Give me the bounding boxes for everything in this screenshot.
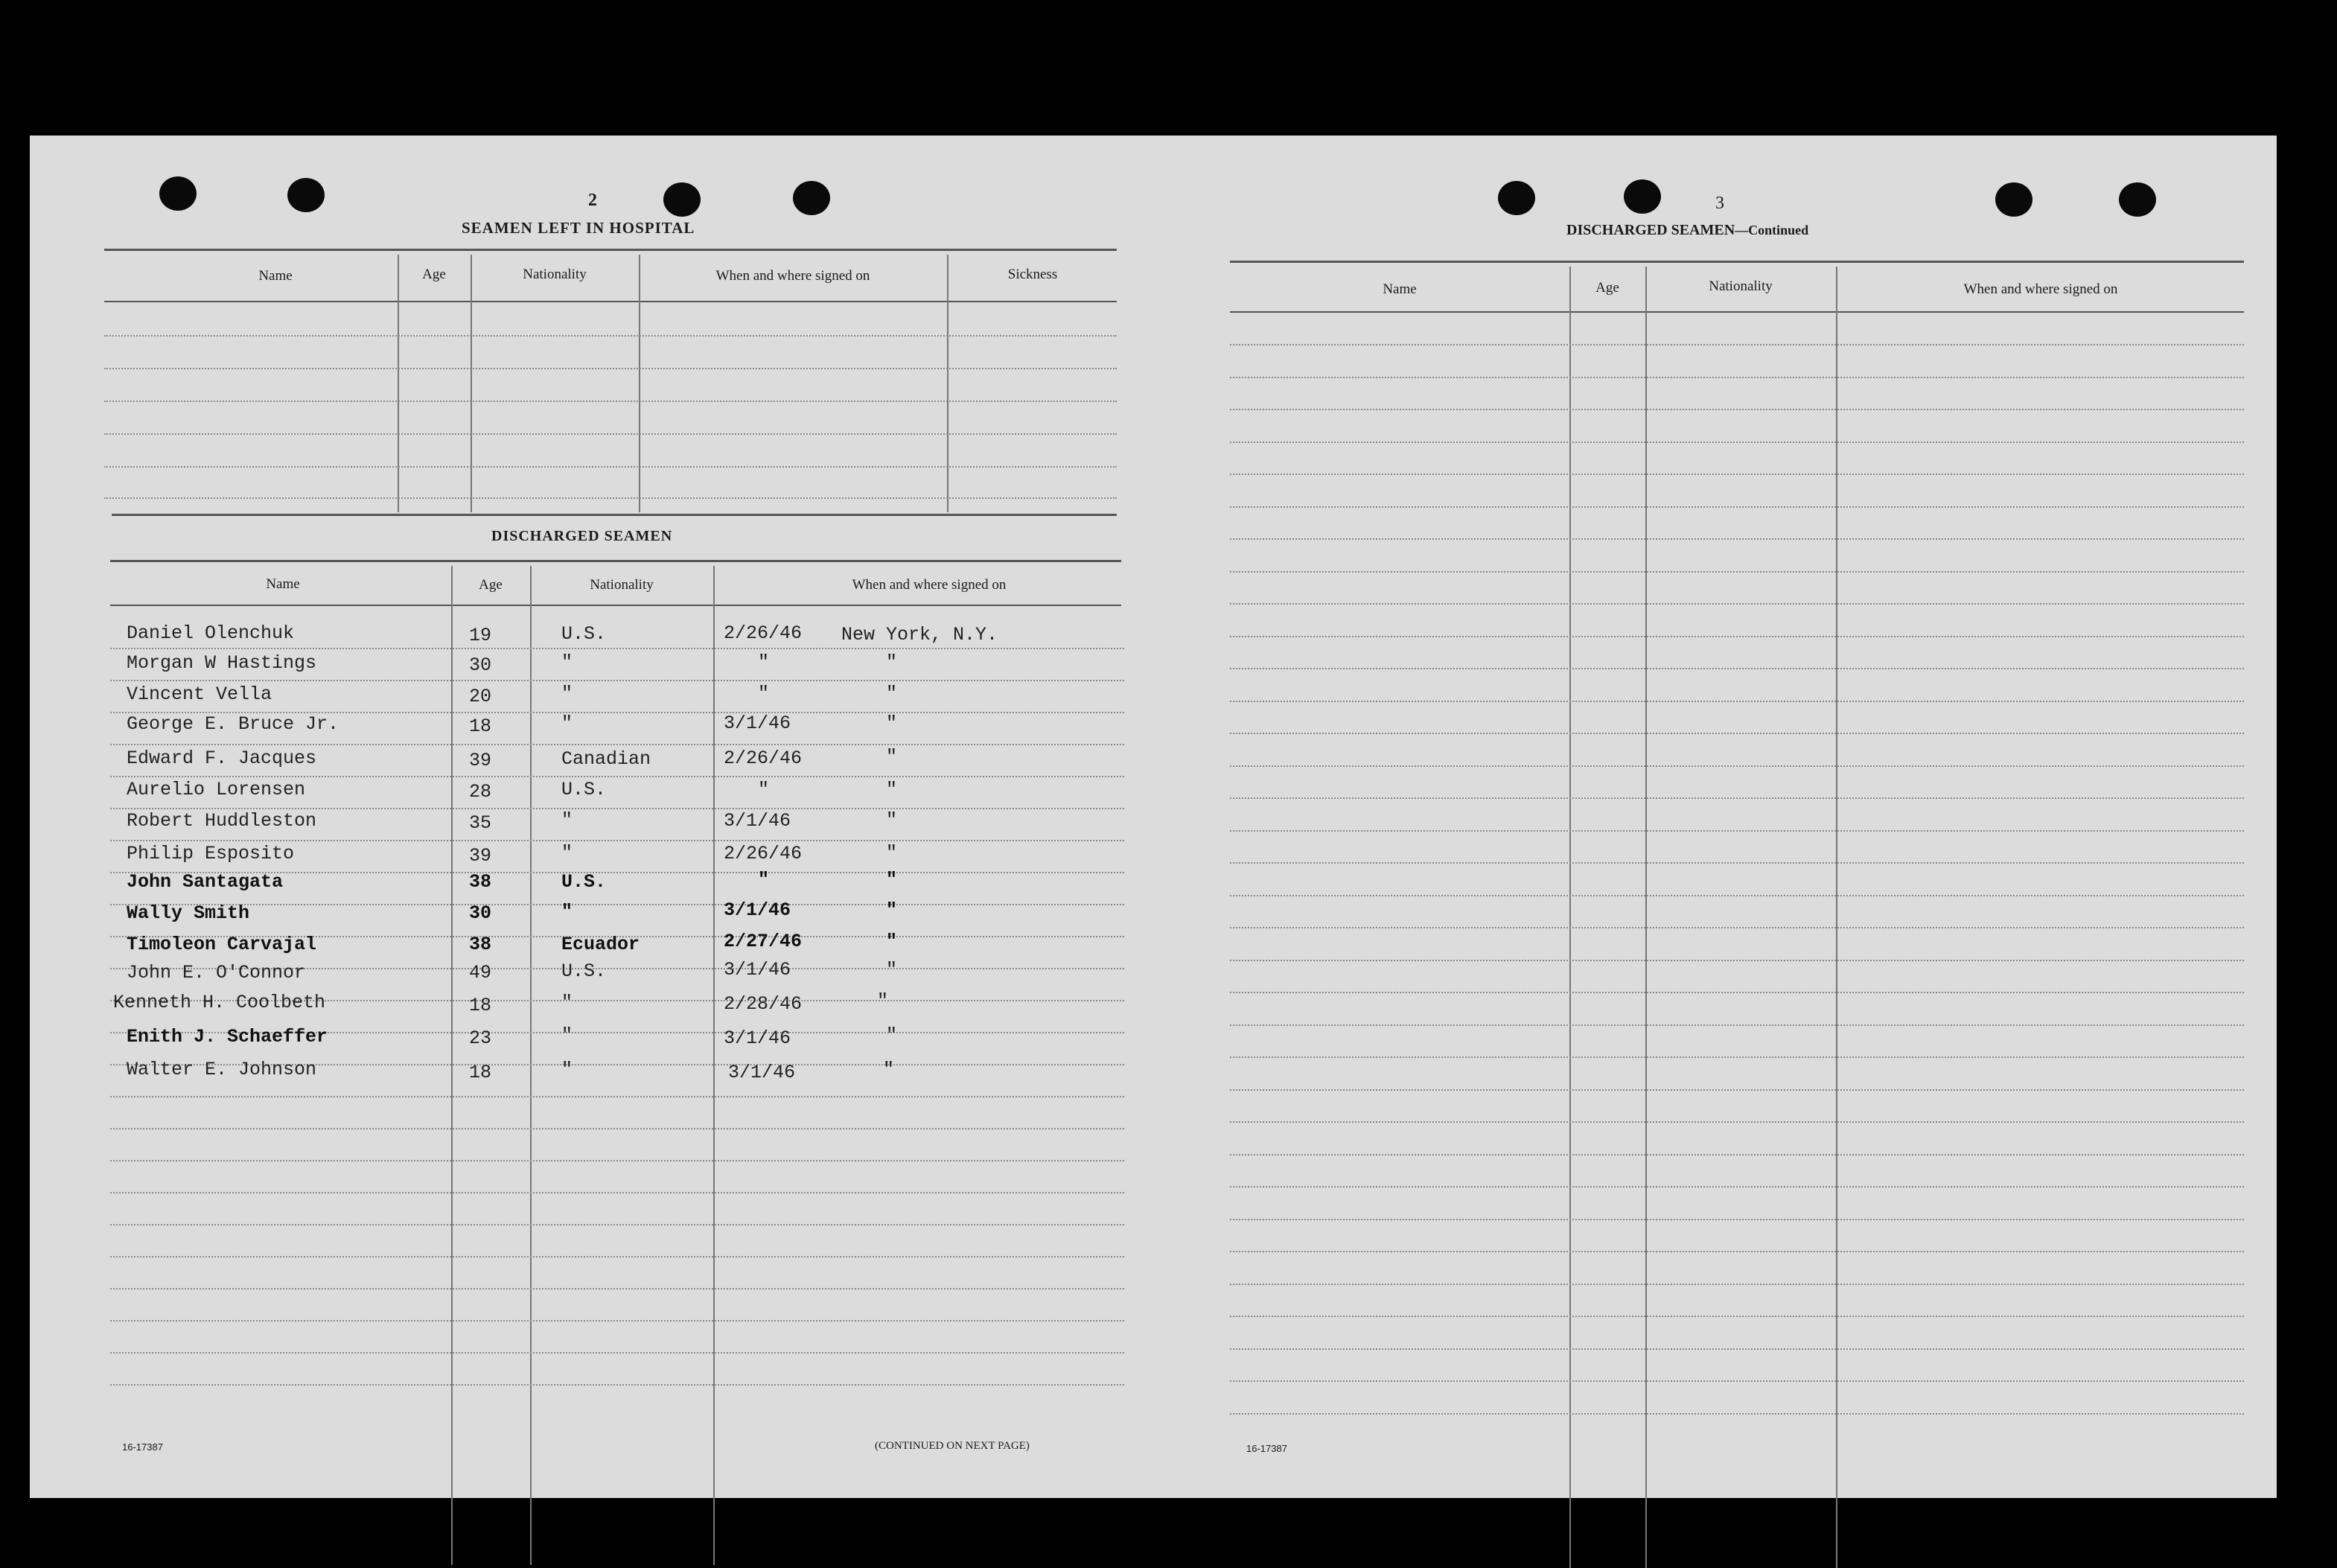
ruled-line	[1230, 1186, 2244, 1188]
ruled-line	[1230, 1089, 2244, 1091]
signed-on-date: 2/26/46	[724, 748, 803, 769]
seaman-nationality: "	[561, 992, 573, 1013]
ruled-line	[110, 1192, 1124, 1193]
ruled-line	[110, 1160, 1124, 1161]
seaman-nationality: "	[561, 713, 573, 734]
page-number: 3	[1715, 194, 1724, 213]
seaman-age: 39	[469, 750, 492, 771]
seaman-name: Morgan W Hastings	[127, 652, 317, 674]
discharged-continued-title	[1566, 222, 1808, 239]
seaman-name: John E. O'Connor	[127, 962, 306, 984]
ruled-line	[1230, 377, 2244, 378]
ruled-line	[110, 776, 1124, 777]
signed-on-place: "	[886, 959, 898, 981]
signed-on-date: 2/28/46	[724, 993, 803, 1015]
ruled-line	[1230, 668, 2244, 669]
ruled-line	[1230, 1348, 2244, 1350]
signed-on-place: "	[886, 899, 898, 921]
seaman-age: 30	[469, 902, 492, 924]
seaman-age: 18	[469, 1062, 492, 1083]
col-header-signed-on: When and where signed on	[852, 577, 1007, 593]
ruled-line	[1230, 797, 2244, 799]
seaman-nationality: U.S.	[561, 871, 607, 893]
ruled-line	[1230, 1284, 2244, 1285]
seaman-name: Philip Esposito	[127, 843, 295, 864]
seaman-name: John Santagata	[127, 871, 284, 893]
ruled-line	[110, 680, 1124, 681]
seaman-nationality: "	[561, 842, 573, 864]
ruled-line	[1230, 1057, 2244, 1058]
ruled-line	[110, 808, 1124, 809]
ruled-line	[110, 744, 1124, 745]
punch-hole	[1995, 182, 2032, 217]
ruled-line	[110, 840, 1124, 841]
ruled-line	[1230, 1024, 2244, 1026]
seaman-nationality: "	[561, 651, 573, 673]
signed-on-place: "	[886, 683, 898, 704]
signed-on-date: "	[758, 779, 770, 800]
seaman-name: Wally Smith	[127, 902, 250, 924]
ruled-line	[110, 1384, 1124, 1386]
seaman-age: 23	[469, 1027, 492, 1049]
ruled-line	[1230, 1219, 2244, 1220]
discharged-title: DISCHARGED SEAMEN	[491, 528, 673, 544]
signed-on-place: New York, N.Y.	[841, 624, 998, 646]
signed-on-place: "	[886, 842, 898, 864]
signed-on-date: 3/1/46	[724, 959, 791, 981]
ruled-line	[1230, 636, 2244, 637]
title-main: DISCHARGED SEAMEN	[1566, 222, 1735, 238]
seaman-nationality: "	[561, 1059, 573, 1080]
ruled-line	[1230, 733, 2244, 734]
signed-on-place: "	[886, 869, 898, 890]
col-header-nationality: Nationality	[1709, 278, 1773, 294]
signed-on-date: 3/1/46	[728, 1062, 796, 1083]
seaman-name: Enith J. Schaeffer	[127, 1026, 328, 1048]
seaman-age: 35	[469, 812, 492, 834]
seaman-nationality: U.S.	[561, 779, 607, 800]
seaman-nationality: "	[561, 901, 573, 922]
seaman-age: 39	[469, 845, 492, 867]
seaman-name: Kenneth H. Coolbeth	[113, 992, 326, 1013]
col-header-name: Name	[1383, 281, 1417, 297]
col-header-signed-on: When and where signed on	[715, 268, 870, 284]
ruled-line	[110, 1128, 1124, 1129]
ruled-line	[110, 1096, 1124, 1097]
seaman-nationality: "	[561, 809, 573, 831]
seaman-age: 30	[469, 654, 492, 676]
ruled-line	[110, 1256, 1124, 1258]
ruled-line	[110, 648, 1124, 649]
seaman-name: Edward F. Jacques	[127, 748, 317, 769]
ruled-line	[1230, 506, 2244, 508]
seaman-name: Timoleon Carvajal	[127, 934, 317, 955]
punch-hole	[1624, 179, 1661, 214]
seaman-age: 49	[469, 962, 492, 984]
continued-note: (CONTINUED ON NEXT PAGE)	[875, 1440, 1030, 1452]
col-header-nationality: Nationality	[590, 577, 654, 593]
seaman-age: 38	[469, 871, 492, 893]
seaman-age: 19	[469, 625, 492, 646]
form-number: 16-17387	[1246, 1443, 1287, 1454]
seaman-name: George E. Bruce Jr.	[127, 713, 339, 735]
col-header-nationality: Nationality	[523, 267, 587, 282]
punch-hole	[793, 181, 830, 215]
manifest-sheet	[30, 136, 2277, 1498]
ruled-line	[1230, 1316, 2244, 1317]
seaman-age: 20	[469, 686, 492, 707]
ruled-line	[1230, 1154, 2244, 1156]
seaman-age: 28	[469, 781, 492, 803]
seaman-name: Walter E. Johnson	[127, 1059, 317, 1080]
ruled-line	[1230, 1380, 2244, 1382]
signed-on-date: 3/1/46	[724, 810, 791, 832]
ruled-line	[1230, 442, 2244, 443]
col-header-age: Age	[479, 577, 503, 593]
col-header-name: Name	[258, 268, 293, 284]
col-header-signed-on: When and where signed on	[1963, 281, 2118, 297]
ruled-line	[1230, 927, 2244, 928]
ruled-line	[1230, 474, 2244, 475]
ruled-line	[1230, 1251, 2244, 1252]
signed-on-date: 3/1/46	[724, 899, 791, 921]
ruled-line	[110, 1224, 1124, 1226]
ruled-line	[1230, 538, 2244, 540]
signed-on-place: "	[886, 1024, 898, 1046]
ruled-line	[110, 1352, 1124, 1354]
col-header-name: Name	[266, 576, 300, 592]
seaman-age: 18	[469, 716, 492, 737]
ruled-line	[1230, 830, 2244, 832]
signed-on-place: "	[886, 746, 898, 768]
seaman-age: 18	[469, 995, 492, 1016]
punch-hole	[287, 178, 325, 212]
ruled-line	[1230, 1121, 2244, 1123]
signed-on-date: 2/26/46	[724, 843, 803, 864]
signed-on-place: "	[886, 713, 898, 734]
seaman-age: 38	[469, 934, 492, 955]
hospital-title: SEAMEN LEFT IN HOSPITAL	[462, 219, 695, 237]
ruled-line	[1230, 960, 2244, 961]
col-header-age: Age	[1595, 280, 1619, 296]
seaman-nationality: Canadian	[561, 748, 651, 770]
ruled-line	[1230, 1413, 2244, 1415]
signed-on-date: "	[758, 683, 770, 704]
seaman-nationality: U.S.	[561, 623, 607, 645]
signed-on-place: "	[886, 779, 898, 800]
ruled-line	[1230, 992, 2244, 993]
title-suffix: —Continued	[1735, 223, 1809, 238]
signed-on-date: 3/1/46	[724, 713, 791, 734]
seaman-nationality: "	[561, 1024, 573, 1046]
signed-on-date: 2/27/46	[724, 931, 803, 952]
page-number: 2	[588, 191, 597, 210]
ruled-line	[1230, 571, 2244, 573]
seaman-nationality: "	[561, 683, 573, 704]
ruled-line	[1230, 344, 2244, 345]
col-header-sickness: Sickness	[1007, 267, 1058, 282]
ruled-line	[1230, 603, 2244, 605]
ruled-line	[1230, 862, 2244, 864]
punch-hole	[2119, 182, 2156, 217]
seaman-nationality: U.S.	[561, 960, 607, 982]
punch-hole	[159, 176, 197, 211]
signed-on-date: 3/1/46	[724, 1027, 791, 1049]
signed-on-place: "	[886, 809, 898, 831]
col-header-age: Age	[422, 267, 446, 282]
seaman-name: Daniel Olenchuk	[127, 622, 295, 644]
seaman-nationality: Ecuador	[561, 934, 640, 955]
signed-on-place: "	[883, 1059, 895, 1080]
signed-on-place: "	[886, 651, 898, 673]
ruled-line	[110, 1320, 1124, 1322]
form-number: 16-17387	[122, 1441, 163, 1453]
ruled-line	[1230, 895, 2244, 896]
ruled-line	[110, 904, 1124, 905]
ruled-line	[110, 1288, 1124, 1290]
ruled-line	[1230, 765, 2244, 767]
punch-hole	[1498, 181, 1535, 215]
seaman-name: Aurelio Lorensen	[127, 779, 306, 800]
punch-hole	[663, 182, 701, 217]
seaman-name: Robert Huddleston	[127, 810, 317, 832]
ruled-line	[1230, 701, 2244, 702]
signed-on-place: "	[886, 931, 898, 952]
signed-on-date: 2/26/46	[724, 622, 803, 644]
signed-on-date: "	[758, 869, 770, 890]
ruled-line	[1230, 409, 2244, 410]
signed-on-date: "	[758, 651, 770, 673]
signed-on-place: "	[877, 990, 889, 1012]
seaman-name: Vincent Vella	[127, 683, 272, 705]
